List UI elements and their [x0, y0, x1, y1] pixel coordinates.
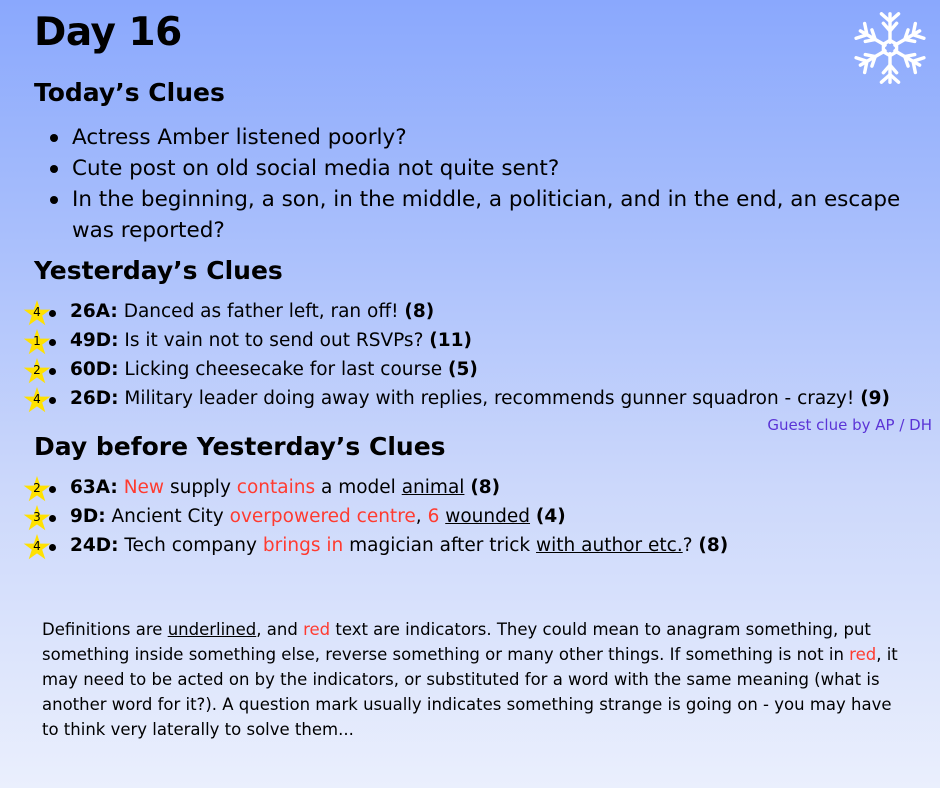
clue-row — [0, 299, 940, 327]
clue-text — [70, 477, 500, 498]
clue-fragment: Tech company — [124, 535, 257, 556]
bullet — [49, 515, 56, 522]
clue-text — [70, 301, 434, 322]
clue-code: 26A: — [70, 301, 118, 322]
clue-row — [0, 357, 940, 385]
clue-body: Danced as father left, ran off! — [123, 301, 399, 322]
definition-text: animal — [401, 477, 465, 498]
clue-row — [0, 386, 940, 414]
star-rating — [23, 357, 51, 385]
day-before-yesterdays-clues-heading: Day before Yesterday’s Clues — [34, 432, 446, 461]
clue-length: (8) — [404, 301, 435, 322]
clue-code: 49D: — [70, 330, 119, 351]
clue-text — [70, 330, 472, 351]
clue-text — [70, 359, 478, 380]
clue-length: (9) — [860, 388, 890, 409]
clue-text — [70, 388, 890, 409]
clue-length: (4) — [535, 506, 566, 527]
star-number: 2 — [33, 363, 41, 377]
definition-text: wounded — [445, 506, 531, 527]
clue-text — [70, 506, 566, 527]
clue-fragment: magician after trick — [349, 535, 531, 556]
red-example: red — [303, 620, 331, 639]
clue-text — [70, 535, 728, 556]
bullet — [49, 486, 56, 493]
clue-row — [0, 533, 940, 561]
indicator-text: overpowered centre — [229, 506, 416, 527]
star-number: 2 — [33, 481, 41, 495]
clue-row — [0, 475, 940, 503]
star-number: 4 — [33, 305, 41, 319]
star-number: 4 — [33, 539, 41, 553]
clue-row — [0, 504, 940, 532]
list-item: Actress Amber listened poorly? — [44, 122, 924, 153]
clue-fragment: ? — [682, 535, 693, 556]
star-rating — [23, 475, 51, 503]
explanation-note — [42, 617, 912, 742]
clue-fragment: a model — [321, 477, 396, 498]
note-text: text are indicators. They could mean to anagram something, put something inside something else, reverse something or many other things. If something is not in — [42, 620, 871, 664]
clue-fragment: supply — [169, 477, 231, 498]
bullet — [49, 339, 56, 346]
bullet — [49, 544, 56, 551]
clue-length: (8) — [470, 477, 501, 498]
star-number: 3 — [33, 510, 41, 524]
underlined-example: underlined — [167, 620, 257, 639]
indicator-text: contains — [236, 477, 316, 498]
clue-fragment: , — [415, 506, 422, 527]
indicator-text: 6 — [427, 506, 440, 527]
bullet — [49, 310, 56, 317]
star-rating — [23, 299, 51, 327]
guest-clue-note: Guest clue by AP / DH — [767, 416, 932, 434]
clue-code: 63A: — [70, 477, 118, 498]
clue-length: (5) — [448, 359, 478, 380]
note-text: Definitions are — [42, 620, 163, 639]
clue-code: 24D: — [70, 535, 119, 556]
note-text: , it may need to be acted on by the indicators, or substituted for a word with the same meaning (what is another word for it?). A question mark usually indicates something strange is going on - you may have to think very laterally to solve them... — [42, 645, 898, 739]
bullet — [49, 397, 56, 404]
star-rating — [23, 504, 51, 532]
clue-row — [0, 328, 940, 356]
yesterdays-clues-heading: Yesterday’s Clues — [34, 256, 283, 285]
clue-body: Military leader doing away with replies, recommends gunner squadron - crazy! — [124, 388, 855, 409]
indicator-text: New — [123, 477, 165, 498]
star-number: 1 — [33, 334, 41, 348]
clue-length: (11) — [429, 330, 472, 351]
clue-length: (8) — [698, 535, 729, 556]
note-text: , and — [256, 620, 298, 639]
star-number: 4 — [33, 392, 41, 406]
bullet — [49, 368, 56, 375]
clue-body: Is it vain not to send out RSVPs? — [124, 330, 424, 351]
red-example: red — [849, 645, 877, 664]
list-item: Cute post on old social media not quite sent? — [44, 153, 924, 184]
clue-code: 26D: — [70, 388, 119, 409]
day-title: Day 16 — [34, 10, 182, 55]
star-rating — [23, 328, 51, 356]
clue-fragment: Ancient City — [111, 506, 224, 527]
todays-clues-heading: Today’s Clues — [34, 78, 225, 107]
indicator-text: brings in — [262, 535, 344, 556]
todays-clues-list — [44, 122, 924, 246]
definition-text: with author etc. — [536, 535, 683, 556]
star-rating — [23, 533, 51, 561]
clue-body: Licking cheesecake for last course — [124, 359, 443, 380]
clue-code: 9D: — [70, 506, 106, 527]
clue-code: 60D: — [70, 359, 119, 380]
list-item: In the beginning, a son, in the middle, a politician, and in the end, an escape was reported? — [44, 184, 924, 246]
snowflake-icon — [852, 8, 928, 88]
star-rating — [23, 386, 51, 414]
